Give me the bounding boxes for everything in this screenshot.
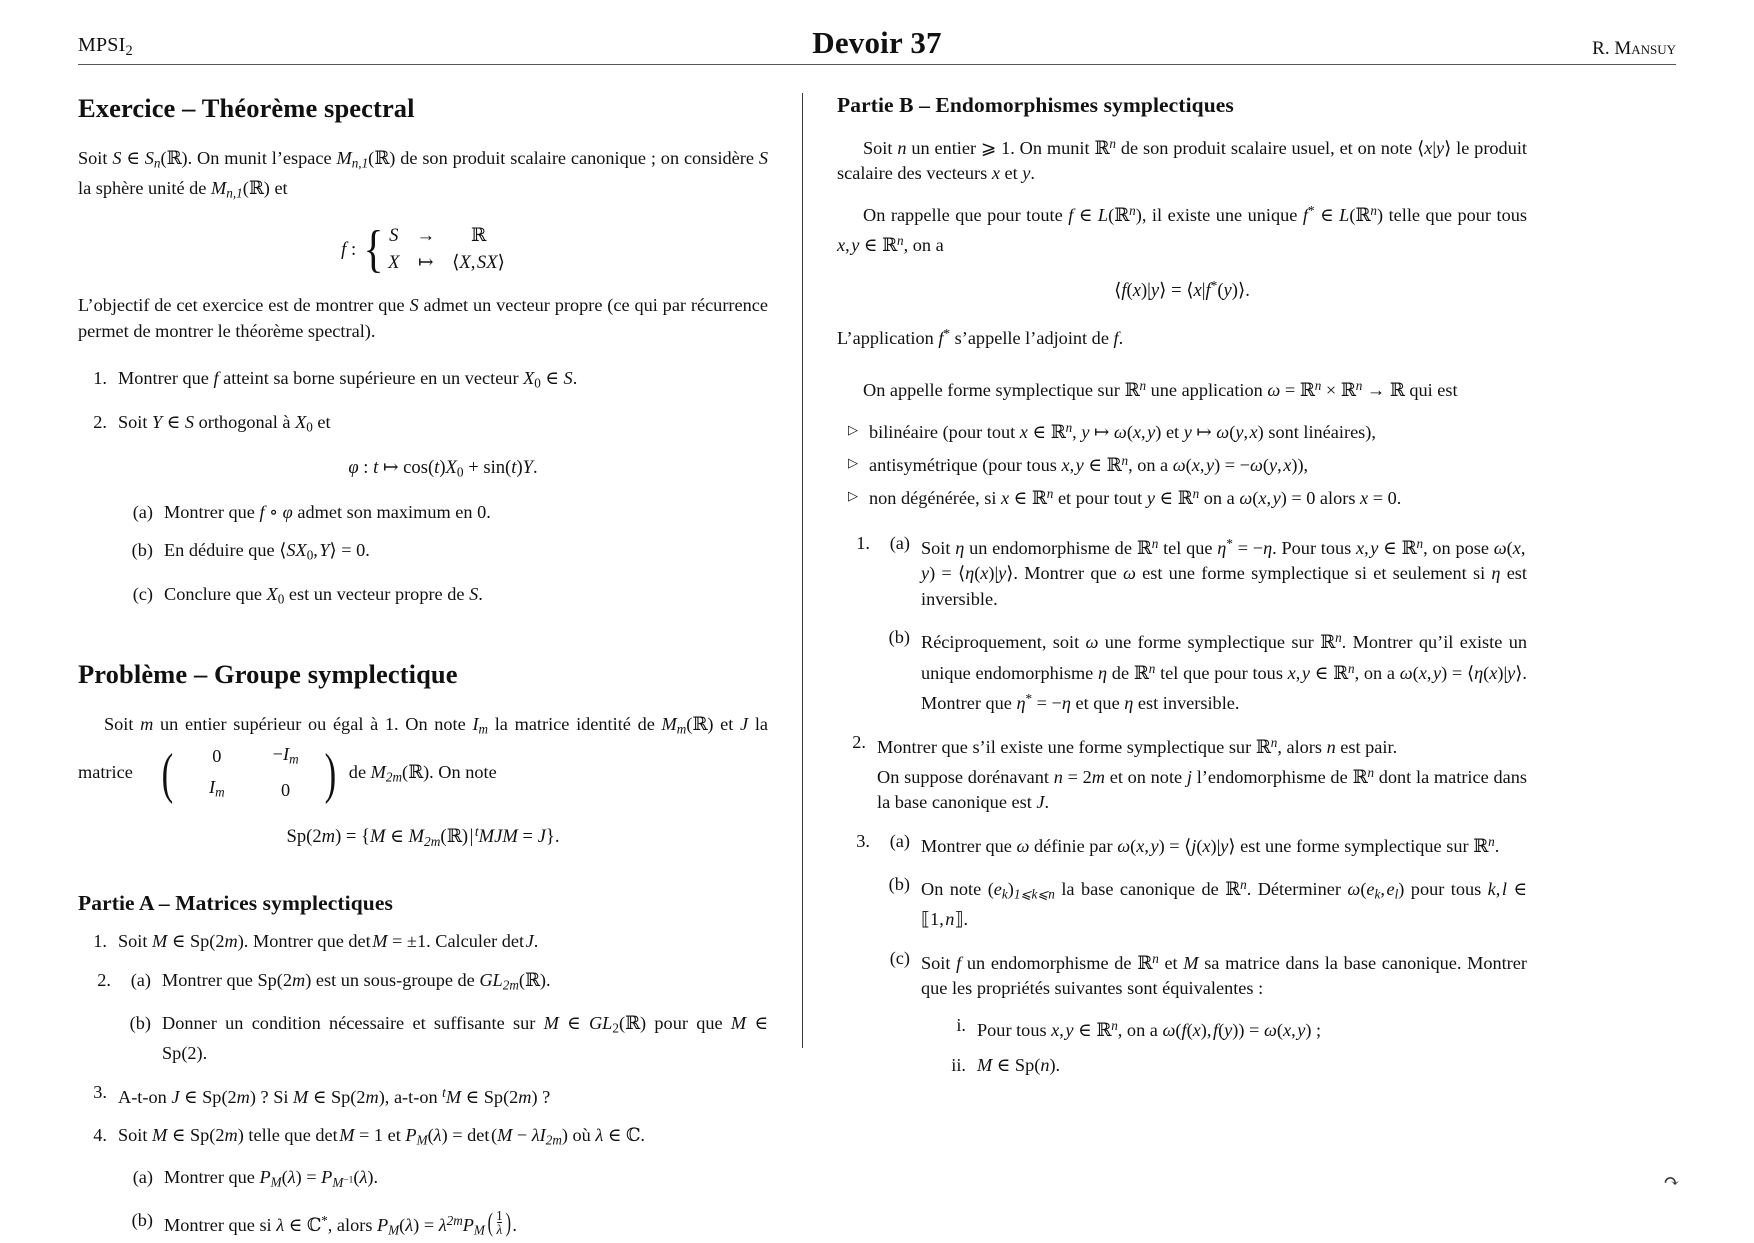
partB-paragraph-2: On rappelle que pour toute f ∈ L(ℝ$^n$), il existe une unique f* ∈ L(ℝ$^n$) telle que pour tous x, y ∈ ℝ$^n$, on a bbox=[837, 202, 1527, 257]
header-author: R. Mansuy bbox=[1592, 38, 1676, 59]
header-class-index: 2 bbox=[125, 43, 133, 59]
header-class-name: MPSI bbox=[78, 33, 126, 56]
partB-paragraph-1: Soit n un entier ⩾ 1. On munit ℝ$^n$ de son produit scalaire usuel, et on note ⟨x|y⟩ le produit scalaire des vecteurs x et y. bbox=[837, 136, 1527, 184]
exercise-intro-paragraph: Soit S ∈ $S_n(ℝ)$. On munit l’espace $M_{n,1}(ℝ)$ de son produit scalaire canonique ; on considère S la sphère unité de $M_{n,1}(ℝ)$ et bbox=[78, 148, 768, 201]
problem-intro-paragraph: Soit m un entier supérieur ou égal à 1. On note $I_m$ la matrice identité de $M_m(ℝ)$ et J la matrice ( 0 $-I_m$ $I_m$ 0 ) de $M_{2m}(ℝ)$. On note bbox=[78, 713, 769, 805]
item-text: Soit M ∈ Sp(2m). Montrer que det M = ±1. Calculer det J. bbox=[118, 931, 539, 952]
header-class-label bbox=[78, 34, 133, 60]
list-item bbox=[837, 481, 1527, 511]
list-item bbox=[78, 1123, 768, 1243]
list-item bbox=[881, 625, 1527, 716]
item-text: En déduire que $⟨SX_0$, Y⟩ = 0. bbox=[164, 540, 370, 564]
list-item bbox=[118, 500, 768, 526]
list-item bbox=[78, 929, 768, 955]
partA-subquestion-list bbox=[122, 968, 768, 1067]
item-text: Soit Y ∈ S orthogonal à $X_0$ et φ : t ↦ $\cos(t)X_0 + \sin(t)Y$. (a) Montrer que f ∘ φ admet son maximum en 0. (b) En déduire que $⟨SX_0$, Y⟩ = 0. (c) Conclure que $X_0$ est un vecteur propre de S. bbox=[118, 410, 768, 612]
triangle-bullet-icon: ▷ bbox=[848, 455, 858, 471]
item-text: M ∈ Sp(n). bbox=[977, 1055, 1061, 1076]
display-adjoint: ⟨f(x)|y⟩ = ⟨x|f*(y)⟩. bbox=[1114, 277, 1250, 301]
item-number: 1. bbox=[856, 532, 870, 553]
list-item bbox=[837, 829, 1527, 1089]
partB-item3-subquestions bbox=[881, 829, 1527, 1089]
item-text: Montrer que s’il existe une forme symplectique sur ℝ$^n$, alors n est pair. On suppose dorénavant n = 2m et on note j l’endomorphisme de ℝ$^n$ dont la matrice dans la base canonique est J. bbox=[877, 734, 1527, 813]
item-text bbox=[881, 829, 1527, 1089]
list-item bbox=[78, 1080, 768, 1110]
item-label: i. bbox=[956, 1014, 966, 1035]
list-item bbox=[881, 829, 1527, 859]
exercise-objective-paragraph: L’objectif de cet exercice est de montrer que S admet un vecteur propre (ce qui par récurrence permet de montrer le théorème spectral). bbox=[78, 295, 768, 341]
item-label: (b) bbox=[129, 1012, 151, 1033]
item-text: Montrer que si λ ∈ ℂ*, alors $P_M(\lambda) = \lambda^{2m}P_M$ ( $\frac{1}{\lambda}$ ) . bbox=[164, 1207, 517, 1238]
symplectic-properties-list bbox=[837, 415, 1527, 512]
list-item bbox=[837, 448, 1527, 478]
item-number: 3. bbox=[856, 830, 870, 851]
triangle-bullet-icon: ▷ bbox=[848, 488, 858, 504]
list-item bbox=[921, 1053, 1527, 1079]
item-label: (b) bbox=[888, 874, 910, 895]
list-item bbox=[78, 366, 768, 396]
item-number: 4. bbox=[93, 1124, 107, 1145]
list-item bbox=[78, 410, 768, 612]
item-text: Donner un condition nécessaire et suffisante sur M ∈ $GL_2(ℝ)$ pour que M ∈ Sp(2). bbox=[162, 1012, 768, 1064]
item-text: Conclure que $X_0$ est un vecteur propre de S. bbox=[164, 583, 483, 607]
item-label: (a) bbox=[130, 969, 151, 990]
item-text: A-t-on J ∈ Sp(2m) ? Si M ∈ Sp(2m), a-t-on $^t$M ∈ Sp(2m) ? bbox=[118, 1084, 551, 1107]
item-label: (b) bbox=[131, 1210, 153, 1231]
partB-question-list bbox=[837, 531, 1527, 1089]
exercise-subquestion-list bbox=[118, 500, 768, 612]
item-number: 1. bbox=[93, 368, 107, 389]
display-sp-definition: Sp(2m) = {M ∈ $M_{2m}(ℝ)$ | $^t$MJM = J}. bbox=[286, 824, 560, 850]
list-item bbox=[118, 582, 768, 612]
partA-heading: Partie A – Matrices symplectiques bbox=[78, 891, 393, 916]
item-number: 2. bbox=[93, 411, 107, 432]
item-text: bilinéaire (pour tout x ∈ ℝ$^n$, y ↦ ω(x, y) et y ↦ ω(y, x) sont linéaires), bbox=[869, 419, 1376, 443]
list-item bbox=[118, 1165, 768, 1195]
item-text: Soit η un endomorphisme de ℝ$^n$ tel que η* = −η. Pour tous x, y ∈ ℝ$^n$, on pose ω(x, y) = ⟨η(x)|y⟩. Montrer que ω est une forme symplectique si et seulement si η est inversible. bbox=[921, 535, 1527, 609]
item-text: Soit M ∈ Sp(2m) telle que det M = 1 et $P_M(\lambda) = \det$ $(M - \lambda I_{2m})$ où λ ∈ ℂ. (a) Montrer que $P_M(\lambda) = P_{M^{-1}}(\lambda)$. (b) Montrer que si λ ∈ ℂ*, alors $P_M(\lambda) = \lambda^{2m}P_M$ ( $\frac{1}{\lambda}$ ) . bbox=[118, 1123, 768, 1243]
partA-question-list bbox=[78, 929, 768, 1243]
item-label: (c) bbox=[889, 947, 910, 968]
list-item bbox=[881, 872, 1527, 933]
item-label: (c) bbox=[132, 583, 153, 604]
page-title: Devoir 37 bbox=[812, 25, 942, 60]
list-item bbox=[921, 1013, 1527, 1043]
partB-item3c-romans bbox=[921, 1013, 1527, 1079]
item-number: 3. bbox=[93, 1081, 107, 1102]
left-column bbox=[78, 93, 769, 1238]
item-label: (b) bbox=[131, 540, 153, 561]
item-text: antisymétrique (pour tous x, y ∈ ℝ$^n$, on a ω(x, y) = −ω(y, x)), bbox=[869, 453, 1309, 476]
partB-item1-subquestions bbox=[881, 531, 1527, 717]
item-label: ii. bbox=[951, 1055, 966, 1076]
list-item bbox=[118, 1208, 768, 1243]
item-label: (b) bbox=[888, 627, 910, 648]
item-text bbox=[881, 531, 1527, 717]
display-phi: φ : t ↦ $\cos(t)X_0 + \sin(t)Y$. bbox=[348, 456, 538, 480]
list-item bbox=[837, 531, 1527, 717]
item-text: Pour tous x, y ∈ ℝ$^n$, on a ω(f(x), f(y)) = ω(x, y) ; bbox=[977, 1017, 1322, 1041]
page-corner-mark: ↷ bbox=[1663, 1171, 1680, 1193]
item-label: (a) bbox=[132, 501, 153, 522]
item-text: Soit f un endomorphisme de ℝ$^n$ et M sa matrice dans la base canonique. Montrer que les propriétés suivantes sont équivalentes : i. Pour tous x, y ∈ ℝ$^n$, on a ω(f(x), f(y)) = ω(x, y) ; ii. M ∈ Sp(n). bbox=[921, 946, 1527, 1089]
item-text: Réciproquement, soit ω une forme symplectique sur ℝ$^n$. Montrer qu’il existe un unique endomorphisme η de ℝ$^n$ tel que pour tous x, y ∈ ℝ$^n$, on a ω(x, y) = ⟨η(x)|y⟩. Montrer que η* = −η et que η est inversible. bbox=[921, 630, 1527, 714]
item-number: 2. bbox=[97, 969, 111, 990]
list-item bbox=[881, 946, 1527, 1089]
two-column-body bbox=[78, 93, 1676, 1238]
item-label: (a) bbox=[889, 532, 910, 553]
list-item bbox=[118, 538, 768, 568]
list-item bbox=[837, 730, 1527, 816]
list-item bbox=[837, 415, 1527, 445]
item-number: 1. bbox=[93, 931, 107, 952]
item-label: (a) bbox=[889, 830, 910, 851]
partB-paragraph-3: L’application f* s’appelle l’adjoint de f. bbox=[837, 325, 1124, 348]
partB-heading: Partie B – Endomorphismes symplectiques bbox=[837, 93, 1234, 117]
item-text bbox=[122, 968, 768, 1067]
problem-heading: Problème – Groupe symplectique bbox=[78, 658, 458, 689]
list-item bbox=[122, 968, 768, 998]
list-item bbox=[881, 531, 1527, 612]
item-number: 2. bbox=[852, 731, 866, 752]
item-label: (a) bbox=[132, 1167, 153, 1188]
list-item bbox=[78, 968, 768, 1067]
item-text: Montrer que f ∘ φ admet son maximum en 0. bbox=[164, 501, 491, 522]
triangle-bullet-icon: ▷ bbox=[848, 421, 858, 437]
partA-item4-subquestions bbox=[118, 1165, 768, 1243]
item-text: Montrer que $P_M(\lambda) = P_{M^{-1}}(\lambda)$. bbox=[164, 1167, 379, 1190]
partB-paragraph-4: On appelle forme symplectique sur ℝ$^n$ une application ω = ℝ$^n$ × ℝ$^n$ → ℝ qui est bbox=[863, 378, 1458, 402]
page-header bbox=[78, 18, 1676, 65]
item-text: Montrer que Sp(2m) est un sous-groupe de $GL_{2m}(ℝ)$. bbox=[162, 969, 551, 993]
right-column bbox=[837, 93, 1527, 1193]
item-text: On note $(e_k)_{1⩽k⩽n}$ la base canonique de ℝ$^n$. Déterminer $\omega(e_k$, $e_l$) pour tous k, l ∈ ⟦1, n⟧. bbox=[921, 877, 1527, 930]
exercise-heading: Exercice – Théorème spectral bbox=[78, 93, 415, 123]
item-text: Montrer que f atteint sa borne supérieure en un vecteur $X_0$ ∈ S. bbox=[118, 368, 578, 392]
item-text: Montrer que ω définie par ω(x, y) = ⟨j(x)|y⟩ est une forme symplectique sur ℝ$^n$. bbox=[921, 833, 1500, 857]
list-item bbox=[122, 1011, 768, 1067]
exercise-question-list bbox=[78, 366, 768, 611]
display-function-f: f : { S → ℝ X ↦ ⟨X, SX⟩ bbox=[341, 221, 505, 279]
matrix-J: ( 0 $-I_m$ $I_m$ 0 ) bbox=[161, 742, 336, 805]
item-text: non dégénérée, si x ∈ ℝ$^n$ et pour tout y ∈ ℝ$^n$ on a ω(x, y) = 0 alors x = 0. bbox=[869, 486, 1402, 510]
column-divider bbox=[802, 93, 803, 1048]
